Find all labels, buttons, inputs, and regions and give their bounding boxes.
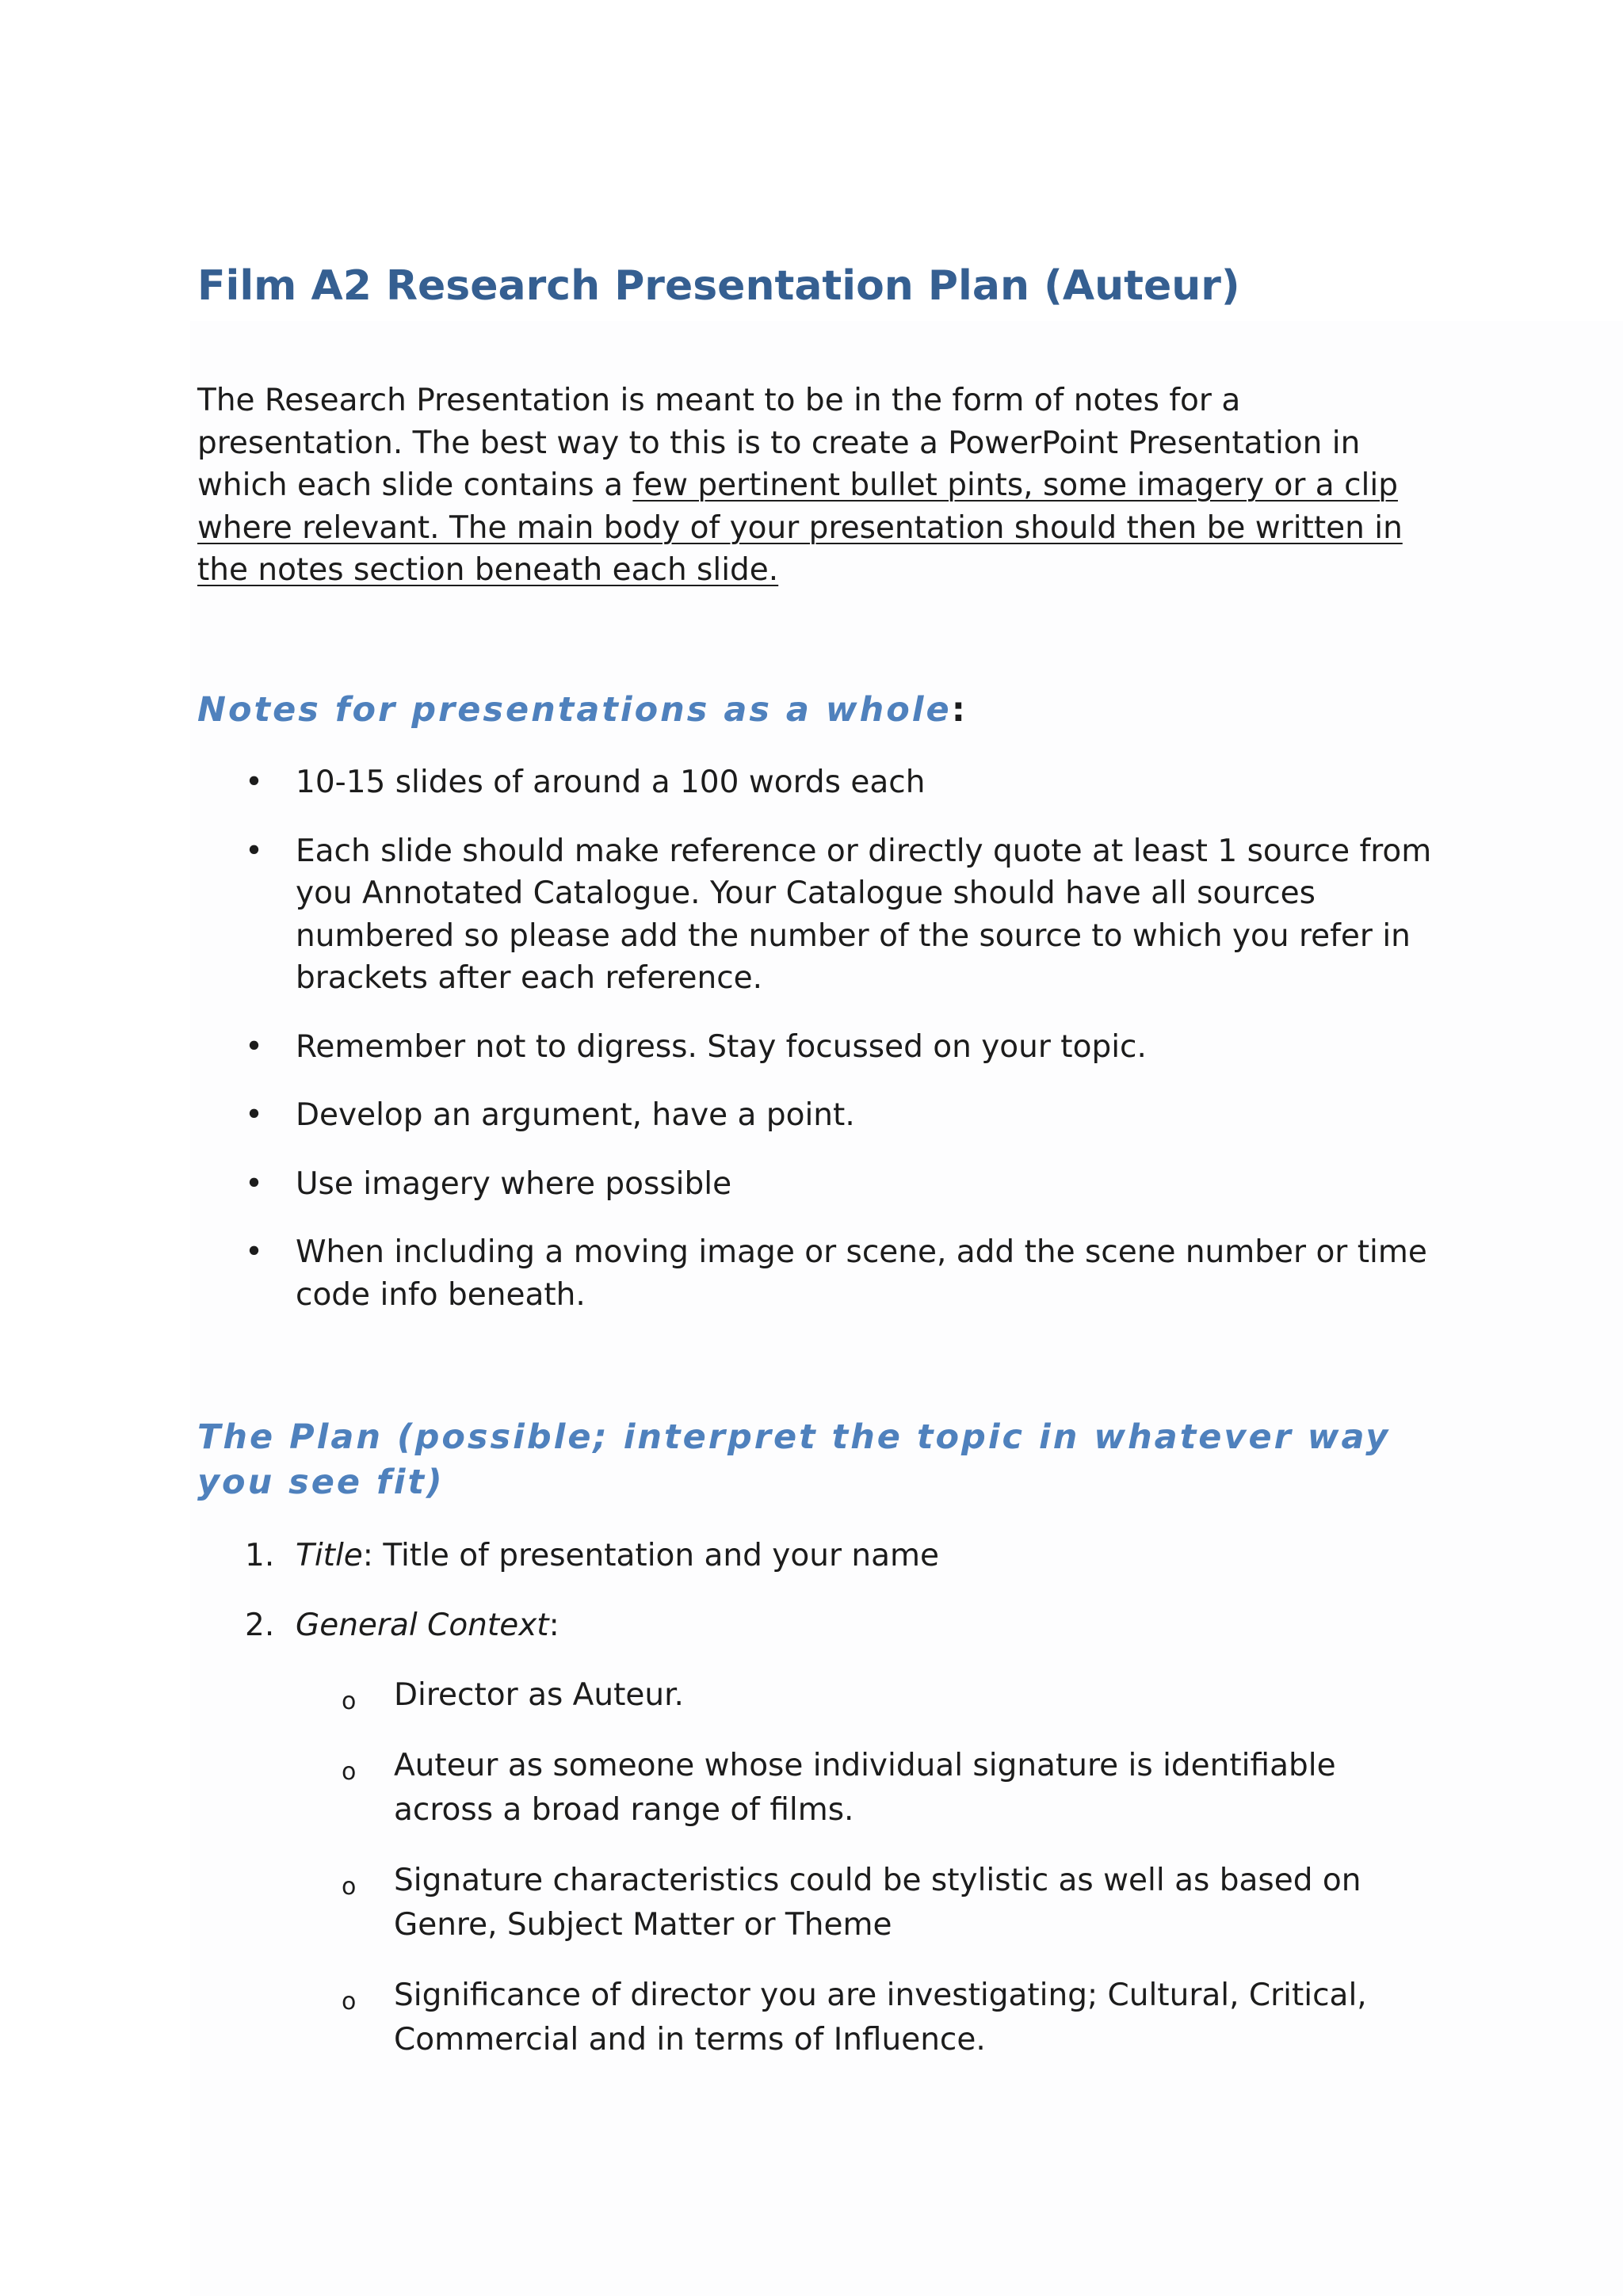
- plan-item-number: 2.: [245, 1607, 275, 1643]
- page-title: Film A2 Research Presentation Plan (Auteur): [197, 262, 1240, 310]
- list-item: • Develop an argument, have a point.: [296, 1094, 1437, 1137]
- intro-underlined-text: few pertinent bullet pints, some imagery or a clip where relevant. The main body of your presentation should then be written in the notes section beneath each slide.: [197, 467, 1403, 588]
- plan-heading: [197, 1415, 1434, 1505]
- sub-list-item: [342, 1744, 1432, 1833]
- circle-bullet-icon: o: [342, 1758, 357, 1786]
- context-sublist: [342, 1673, 1432, 2088]
- sub-list-item: [342, 1974, 1432, 2062]
- intro-text: The Research Presentation is meant to be in the form of notes for a presentation. The best way to this is to create a PowerPoint Presentation in which each slide contains a: [197, 383, 1361, 503]
- intro-paragraph: [197, 379, 1434, 592]
- plan-item-text: : Title of presentation and your name: [362, 1538, 939, 1573]
- list-item: • Each slide should make reference or directly quote at least 1 source from you Annotated Catalogue. Your Catalogue should have all sources numbered so please add the number of the source to which you refer in brackets after each reference.: [296, 830, 1437, 1000]
- sub-list-item-text: Auteur as someone whose individual signature is identifiable across a broad range of films.: [394, 1748, 1336, 1828]
- plan-list: [245, 1535, 1437, 1673]
- list-item: • When including a moving image or scene, add the scene number or time code info beneath.: [296, 1231, 1437, 1316]
- notes-heading-text: Notes for presentations as a whole: [197, 690, 952, 730]
- plan-heading-bold: The Plan: [197, 1417, 383, 1457]
- sub-list-item-text: Director as Auteur.: [394, 1677, 684, 1713]
- list-item: • 10-15 slides of around a 100 words each: [296, 761, 1437, 804]
- plan-item-text: :: [548, 1607, 559, 1643]
- circle-bullet-icon: o: [342, 1688, 357, 1715]
- notes-heading-colon: :: [951, 690, 965, 730]
- plan-item-label: General Context: [296, 1607, 549, 1643]
- sub-list-item: [342, 1673, 1432, 1718]
- plan-heading-rest: (possible; interpret the topic in whatever way you see fit): [197, 1417, 1391, 1502]
- circle-bullet-icon: o: [342, 1988, 357, 2016]
- sub-list-item: [342, 1859, 1432, 1947]
- list-item: • Use imagery where possible: [296, 1163, 1437, 1206]
- plan-item-label: Title: [296, 1538, 363, 1573]
- sub-list-item-text: Signature characteristics could be stylistic as well as based on Genre, Subject Matter or Theme: [394, 1863, 1361, 1943]
- plan-item-general-context: [245, 1604, 1437, 1647]
- sub-list-item-text: Significance of director you are investigating; Cultural, Critical, Commercial and in terms of Influence.: [394, 1978, 1367, 2058]
- plan-item-title: [245, 1535, 1437, 1577]
- list-item: • Remember not to digress. Stay focussed on your topic.: [296, 1026, 1437, 1069]
- plan-item-number: 1.: [245, 1538, 275, 1573]
- notes-list: [296, 761, 1437, 1342]
- circle-bullet-icon: o: [342, 1873, 357, 1901]
- notes-heading: [197, 688, 965, 733]
